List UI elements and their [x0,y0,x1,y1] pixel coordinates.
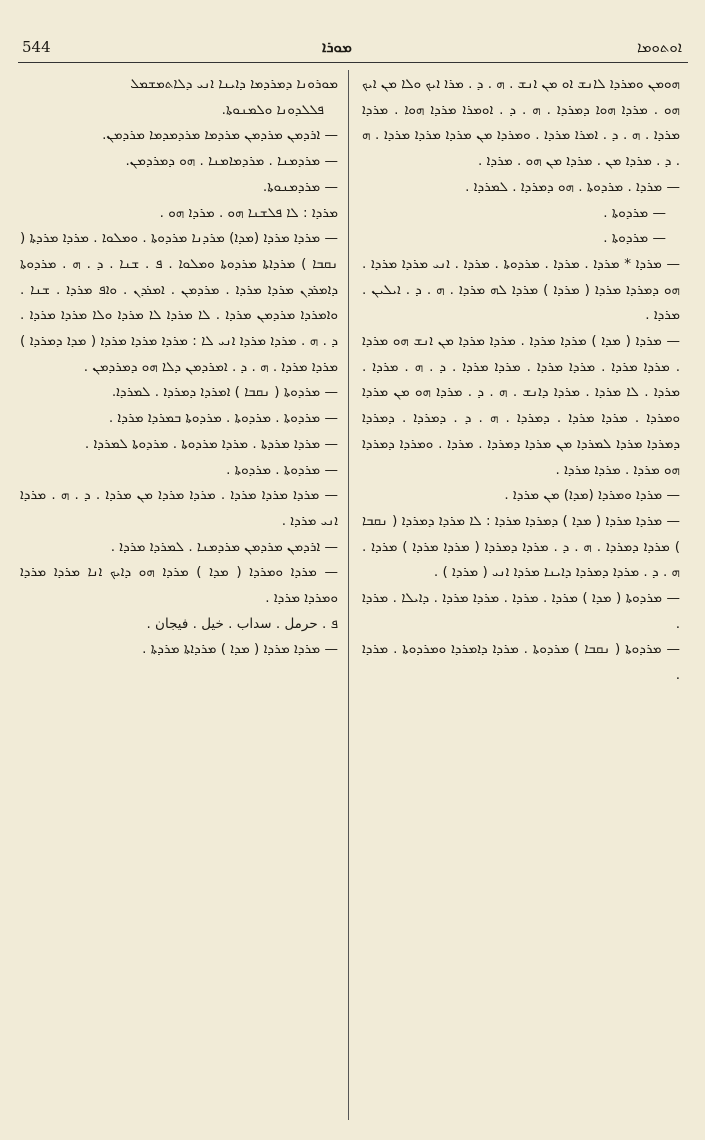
dictionary-entry: — ܡܪܕܐ . ܡܪܕܘܬܐ . ܗܘ ܕܡܪܕܐ . ܠܡܪܕܐ . [362,175,680,201]
dictionary-entry: — ܡܪܕܐ ( ܡܕܐ ) ܡܪܕܐ ܡܪܕܐ . ܡܪܕܐ ܡܪܕܐ ܡܢ ܐܢܫ ܗܘ ܡܪܕܐ . ܡܪܕܐ ܡܪܕܐ . ܡܪܕܐ ܡܪܕܐ . ܡܪܕܐ ܡܪܕܐ . ܕ . ܗ . ܡܪܕܐ . ܡܪܕܐ . ܠܐ ܡܪܕܐ . ܡܪܕܐ ܕܐܢܫ . ܗ . ܕ . ܡܪܕܐ ܗܘ ܡܢ ܡܪܕܐ ܘܡܪܕܐ . ܡܪܕܐ ܡܪܕܐ . ܕܡܪܕܐ . ܗ . ܕ . ܕܡܪܕܐ . ܕܡܪܕܐ ܕܡܪܕܐ ܡܪܕܐ ܠܡܪܕܐ ܡܢ ܡܪܕܐ ܕܡܪܕܐ . ܡܪܕܐ . ܘܡܪܕܐ ܕܡܪܕܐ ܗܘ ܡܪܕܐ . ܡܪܕܐ ܡܪܕܐ . [362,329,680,483]
dictionary-entry: — ܡܪܕܐ ܡܪܕܐ ܡܪܕܐ . ܡܪܕܐ ܡܪܕܐ ܡܢ ܡܪܕܐ . ܕ . ܗ . ܡܪܕܐ ܐܢܝ ܡܪܕܐ . [20,483,338,534]
dictionary-entry: — ܡܪܕܘܬܐ ( ܡܕܐ ) ܡܪܕܐ . ܡܪܕܐ . ܡܪܕܐ ܡܪܕܐ . ܕܐܝܠܐ . ܡܪܕܐ . [362,586,680,637]
dictionary-entry: — ܡܪܕܐ ܘܡܪܕܐ (ܡܕܐ) ܡܢ ܡܪܕܐ . [362,483,680,509]
dictionary-entry: — ܡܪܕܐ ܡܪܕܐ ( ܡܕܐ ) ܕܡܪܕܐ ܡܪܕܐ : ܠܐ ܡܪܕܐ ܕܡܪܕܐ ( ܢܩܒܐ ) ܡܪܕܐ ܕܡܪܕܐ . ܗ . ܕ . ܡܪܕܐ ܕܡܪܕܐ ( ܡܪܕܐ ܡܪܕܐ ) ܡܪܕܐ . ܗ . ܕ . ܡܪܕܐ ܕܡܪܕܐ ܕܐܝܢܐ ܡܪܕܐ ܐܢܝ ( ܡܪܕܐ ) . [362,509,680,586]
page-header [22,30,682,60]
dictionary-entry: — ܐܪܕܡܢ ܡܪܕܡܢ ܡܪܕܡܐ ܡܪܕܡܕܡܐ ܡܪܕܡܢ. [20,123,338,149]
dictionary-entry: ܗܘܡܢ ܘܡܪܕܐ ܠܐܢܫ ܐܘ ܡܢ ܐܢܫ . ܗ . ܕ . ܡܪܐ ܐܝܟ ܘܠܐ ܡܢ ܐܝܟ ܗܘ . ܡܪܕܐ ܗܘܐ ܕܡܪܕܐ . ܗ . ܕ . ܐܘܡܪܐ ܡܪܕܐ ܗܘܐ . ܡܪܕܐ ܡܪܕܐ . ܗ . ܕ . ܐܡܪܐ ܡܪܕܐ . ܘܡܪܕܐ ܡܢ ܡܪܕܐ ܡܪܕܐ ܡܪܕܐ . ܗ . ܕ . ܡܪܕܐ ܡܢ . ܡܪܕܐ ܡܢ ܗܘ . ܡܪܕܐ . [362,76,680,170]
dictionary-entry: — ܡܪܕܘܬܐ ( ܢܩܒܐ ) ܐܡܪܕܐ ܕܡܪܕܐ . ܠܡܪܕܐ. [20,380,338,406]
right-running-head: ܐܘܬܘܡܐ [636,38,682,56]
dictionary-entry: — ܡܪܕܘܬܐ . [362,201,680,227]
dictionary-entry: — ܡܪܕܐ * ܡܪܕܐ . ܡܪܕܐ . ܡܪܕܘܬܐ . ܡܪܕܐ . ܐܢܝ ܡܪܕܐ ܡܪܕܐ . ܗܘ ܕܡܪܕܐ ܡܪܕܐ ( ܡܪܕܐ ) ܡܪܕܐ ܠܗ ܡܪܕܐ . ܗ . ܕ . ܐܝܠܝܢ . ܡܪܕܐ . [362,252,680,329]
dictionary-entry: — ܡܪܕܘܬܐ . [362,226,680,252]
right-column [362,72,680,1122]
dictionary-entry: ܡܘܪܘܢܐ ܕܡܪܕܡܐ ܕܐܝܢܐ ܐܢܝ ܕܠܐܬܡܫܡܠ [130,76,338,92]
dictionary-entry: — ܡܪܕܐ ܡܪܕܬܐ . ܡܪܕܐ ܡܪܕܘܬܐ . ܡܪܕܘܬܐ ܠܡܪܕܐ . [20,432,338,458]
dictionary-entry: ܦ . حرمل . سداب . خيل . فيجان . [146,615,338,632]
left-column [20,72,338,1122]
center-running-head: ܡܘܪܐ [322,38,352,56]
column-divider [348,70,349,1120]
dictionary-entry: — ܡܪܕܐ ܘܡܪܕܐ ( ܡܕܐ ) ܡܪܕܐ ܗܘ ܕܐܝܟ ܐܢܐ ܡܪܕܐ ܡܪܕܐ ܘܡܪܕܐ ܡܪܕܐ . [20,560,338,611]
dictionary-entry: — ܡܪܕܐ ܡܪܕܐ ( ܡܕܐ ) ܡܪܕܐܬܐ ܡܪܕܬܐ . [20,637,338,663]
header-rule [18,62,688,63]
dictionary-entry: ܦܠܠܕܘܢܐ ܘܠܡܢܘܬܐ. [221,101,324,118]
dictionary-entry: ܡܪܕܐ : ܠܐ ܦܠܫܢܐ ܗܘ . ܡܪܕܐ ܗܘ . [159,204,338,221]
dictionary-entry: — ܡܪܕܐ ܡܪܕܐ (ܡܕܐ) ܡܪܕܢܐ ܡܪܕܘܬܐ . ܘܡܠܘܐ . ܡܪܕܐ ܡܪܕܬܐ ( ܢܩܒܐ ) ܡܪܕܐܬܐ ܡܪܕܘܬܐ ܘܡܠܘܐ . ܦ . ܫܢܐ . ܕ . ܗ . ܡܪܕܘܬܐ ܕܐܡܪܕܢ ܡܪܕܐ ܡܪܕܐ . ܡܪܕܡܢ . ܐܡܪܕܢ . ܘܐܦ ܡܪܕܐ . ܫܢܐ . ܘܐܡܪܕܐ ܡܪܕܡܢ ܡܪܕܐ . ܠܐ ܡܪܕܐ ܠܐ ܡܪܕܐ ܘܠܐ ܡܪܕܐ ܡܪܕܐ . ܕ . ܗ . ܡܪܕܐ ܡܪܕܐ ܐܢܝ ܠܐ : ܡܪܕܐ ܡܪܕܐ ܡܪܕܐ ( ܡܕܐ ܕܡܪܕܐ ) ܡܪܕܐ ܡܪܕܐ . ܗ . ܕ . ܐܡܪܕܡܢ ܕܠܐ ܗܘ ܕܡܪܕܡܢ . [20,226,338,380]
page-number: 544 [22,38,51,56]
dictionary-entry: — ܡܪܕܡܢܘܬܐ. [20,175,338,201]
dictionary-entry: — ܡܪܕܘܬܐ ( ܢܩܒܐ ) ܡܪܕܘܬܐ . ܡܪܕܐ ܕܐܡܪܕܐ ܘܡܪܕܘܬܐ . ܡܪܕܐ . [362,637,680,688]
dictionary-entry: — ܡܪܕܡܢܐ . ܡܪܕܡܐܡܢܐ . ܗܘ ܕܡܪܕܡܢ. [20,149,338,175]
dictionary-entry: — ܡܪܕܘܬܐ . ܡܪܕܘܬܐ . ܡܪܕܘܬܐ ܒܡܪܕܐ ܡܪܕܐ . [20,406,338,432]
dictionary-entry: — ܡܪܕܘܬܐ . ܡܪܕܘܬܐ . [20,458,338,484]
dictionary-entry: — ܐܪܕܡܢ ܡܪܕܡܢ ܡܪܕܡܢܐ . ܠܡܪܕܐ ܡܪܕܐ . [20,535,338,561]
